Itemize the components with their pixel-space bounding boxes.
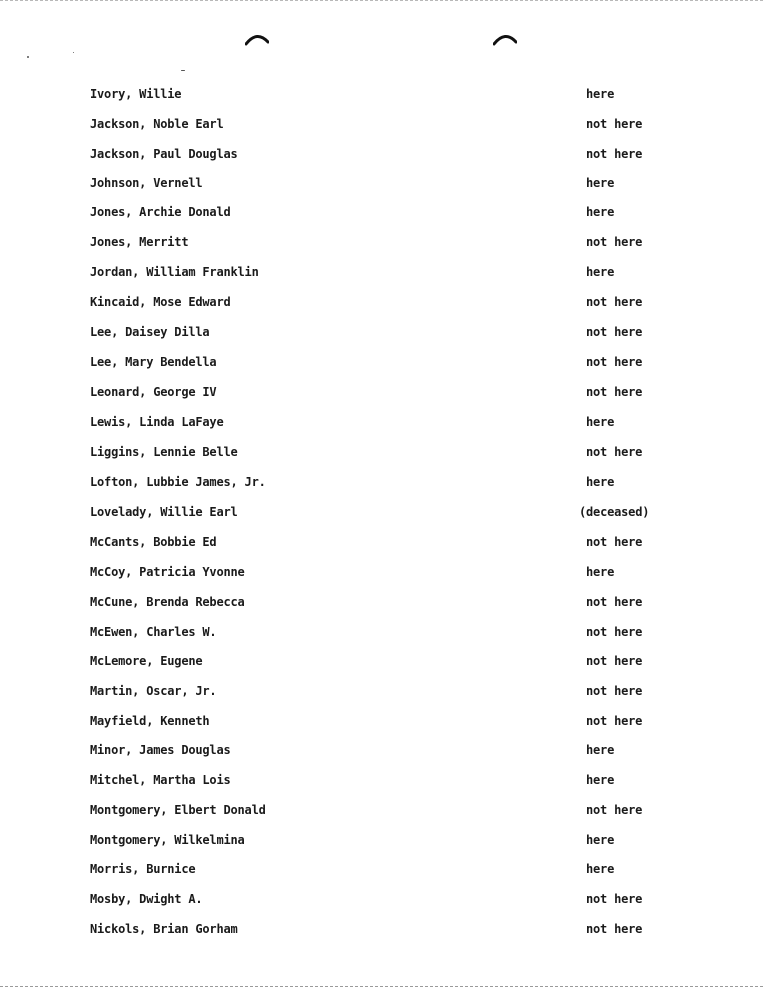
attendance-status: here xyxy=(586,773,615,787)
attendance-status: here xyxy=(586,862,615,876)
student-name: Montgomery, Elbert Donald xyxy=(90,803,266,817)
attendance-status: here xyxy=(586,475,615,489)
student-name: Minor, James Douglas xyxy=(90,743,231,757)
roster-row xyxy=(0,772,763,802)
attendance-status: not here xyxy=(586,654,643,668)
student-name: Lee, Daisey Dilla xyxy=(90,325,210,339)
roster-row xyxy=(0,384,763,414)
roster-row xyxy=(0,474,763,504)
student-name: Lee, Mary Bendella xyxy=(90,355,217,369)
attendance-status: not here xyxy=(586,325,643,339)
roster-row xyxy=(0,86,763,116)
attendance-status: here xyxy=(586,415,615,429)
student-name: Montgomery, Wilkelmina xyxy=(90,833,245,847)
roster-row xyxy=(0,683,763,713)
student-name: McCune, Brenda Rebecca xyxy=(90,595,245,609)
student-name: Lewis, Linda LaFaye xyxy=(90,415,224,429)
attendance-status: here xyxy=(586,176,615,190)
student-name: Jackson, Noble Earl xyxy=(90,117,224,131)
student-name: Morris, Burnice xyxy=(90,862,196,876)
roster-row xyxy=(0,294,763,324)
student-name: Jordan, William Franklin xyxy=(90,265,259,279)
roster-row xyxy=(0,861,763,891)
attendance-status: not here xyxy=(586,117,643,131)
bottom-perforation-edge xyxy=(0,986,763,987)
student-name: Liggins, Lennie Belle xyxy=(90,445,238,459)
attendance-status: not here xyxy=(586,714,643,728)
roster-row xyxy=(0,802,763,832)
attendance-status: here xyxy=(586,87,615,101)
student-name: Martin, Oscar, Jr. xyxy=(90,684,217,698)
roster-row xyxy=(0,713,763,743)
attendance-status: not here xyxy=(586,892,643,906)
roster-row xyxy=(0,564,763,594)
attendance-status: not here xyxy=(586,355,643,369)
roster-row xyxy=(0,653,763,683)
attendance-status: not here xyxy=(586,535,643,549)
roster-row xyxy=(0,504,763,534)
attendance-status: not here xyxy=(586,295,643,309)
roster-row xyxy=(0,624,763,654)
attendance-status: here xyxy=(586,265,615,279)
attendance-status: here xyxy=(586,565,615,579)
roster-row xyxy=(0,534,763,564)
student-name: Lovelady, Willie Earl xyxy=(90,505,238,519)
student-name: McEwen, Charles W. xyxy=(90,625,217,639)
roster-row xyxy=(0,832,763,862)
student-name: Leonard, George IV xyxy=(90,385,217,399)
attendance-status: not here xyxy=(586,595,643,609)
attendance-status: here xyxy=(586,205,615,219)
attendance-status: here xyxy=(586,743,615,757)
student-name: Mayfield, Kenneth xyxy=(90,714,210,728)
student-name: Ivory, Willie xyxy=(90,87,182,101)
roster-row xyxy=(0,116,763,146)
attendance-status: not here xyxy=(586,684,643,698)
roster-row xyxy=(0,264,763,294)
student-name: Jones, Merritt xyxy=(90,235,189,249)
roster-row xyxy=(0,444,763,474)
student-name: Jackson, Paul Douglas xyxy=(90,147,238,161)
student-name: Lofton, Lubbie James, Jr. xyxy=(90,475,266,489)
roster-row xyxy=(0,204,763,234)
roster-row xyxy=(0,324,763,354)
student-name: McCoy, Patricia Yvonne xyxy=(90,565,245,579)
attendance-status: (deceased) xyxy=(579,505,650,519)
student-name: Mosby, Dwight A. xyxy=(90,892,203,906)
student-name: Kincaid, Mose Edward xyxy=(90,295,231,309)
attendance-status: not here xyxy=(586,625,643,639)
student-name: Johnson, Vernell xyxy=(90,176,203,190)
student-name: Jones, Archie Donald xyxy=(90,205,231,219)
student-name: McLemore, Eugene xyxy=(90,654,203,668)
attendance-status: not here xyxy=(586,235,643,249)
roster-row xyxy=(0,175,763,205)
roster-row xyxy=(0,234,763,264)
roster-row xyxy=(0,921,763,951)
attendance-status: not here xyxy=(586,922,643,936)
student-name: Nickols, Brian Gorham xyxy=(90,922,238,936)
attendance-status: not here xyxy=(586,385,643,399)
roster-row xyxy=(0,414,763,444)
attendance-status: not here xyxy=(586,803,643,817)
roster-row xyxy=(0,891,763,921)
attendance-status: not here xyxy=(586,147,643,161)
attendance-status: not here xyxy=(586,445,643,459)
roster-row xyxy=(0,742,763,772)
roster-row xyxy=(0,146,763,176)
roster-row xyxy=(0,594,763,624)
student-name: McCants, Bobbie Ed xyxy=(90,535,217,549)
attendance-status: here xyxy=(586,833,615,847)
student-name: Mitchel, Martha Lois xyxy=(90,773,231,787)
roster-row xyxy=(0,354,763,384)
